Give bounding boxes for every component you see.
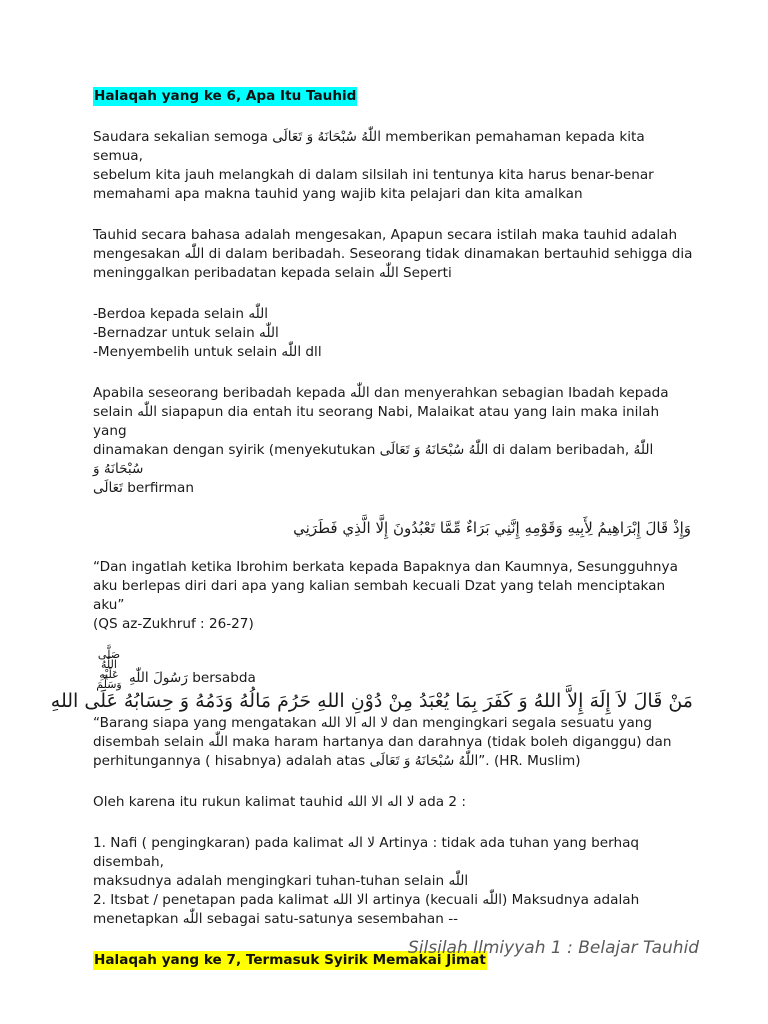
salawat-calligraphy-icon: صَلَّى اللّٰهُ عَلَيْهِ وَسَلَّمَ — [96, 648, 122, 691]
text-line: Saudara sekalian semoga اللّٰهُ سُبْحَانَهُ وَ تَعَالَى memberikan pemahaman kepada kita semua, — [93, 129, 645, 164]
text-line: dinamakan dengan syirik (menyekutukan اللّٰهُ سُبْحَانَهُ وَ تَعَالَى di dalam beribadah, اللّٰهُ سُبْحَانَهُ وَ — [93, 442, 654, 477]
text-line: disembah selain اللّٰه maka haram hartanya dan darahnya (tidak boleh diganggu) dan — [93, 734, 672, 750]
rukun-line: Oleh karena itu rukun kalimat tauhid لا اله الا الله ada 2 : — [93, 794, 466, 810]
list-item: disembah, — [93, 854, 164, 870]
text-line: memahami apa makna tauhid yang wajib kita pelajari dan kita amalkan — [93, 186, 583, 202]
list-item: menetapkan اللّٰه sebagai satu-satunya sesembahan -- — [93, 911, 459, 927]
list-item: 1. Nafi ( pengingkaran) pada kalimat لا اله Artinya : tidak ada tuhan yang berhaq — [93, 835, 640, 851]
text-line: perhitungannya ( hisabnya) adalah atas اللّٰهُ سُبْحَانَهُ وَ تَعَالَى”. (HR. Muslim) — [93, 753, 581, 769]
examples-list — [93, 305, 693, 362]
list-item: maksudnya adalah mengingkari tuhan-tuhan selain اللّٰه — [93, 873, 469, 889]
hadith-arabic: مَنْ قَالَ لاَ إِلَهَ إِلاَّ اللهُ وَ كَفَرَ بِمَا يُعْبَدُ مِنْ دُوْنِ اللهِ حَرُمَ مَالُهُ وَدَمُهُ وَ حِسَابُهُ عَلَى اللهِ — [50, 690, 693, 712]
list-item: -Bernadzar untuk selain اللّٰه — [93, 325, 279, 341]
definition-paragraph — [93, 226, 693, 283]
bersabda-row — [93, 648, 693, 691]
section-heading-halaqah-6: Halaqah yang ke 6, Apa Itu Tauhid — [94, 88, 357, 104]
syirik-paragraph — [93, 384, 693, 498]
text-line: selain اللّٰه siapapun dia entah itu seorang Nabi, Malaikat atau yang lain maka inilah yang — [93, 404, 660, 439]
text-line: meninggalkan peribadatan kepada selain اللّٰه Seperti — [93, 265, 452, 281]
rukun-list — [93, 834, 693, 929]
document-body — [50, 87, 693, 970]
text-line: sebelum kita jauh melangkah di dalam silsilah ini tentunya kita harus benar-benar — [93, 167, 654, 183]
section-heading-halaqah-7: Halaqah yang ke 7, Termasuk Syirik Memakai Jimat — [94, 952, 486, 968]
hadith-translation — [93, 714, 693, 771]
bersabda-text: رَسُولَ اللّٰهِ bersabda — [129, 670, 256, 686]
verse-translation — [93, 558, 693, 634]
text-line: aku berlepas diri dari apa yang kalian sembah kecuali Dzat yang telah menciptakan aku” — [93, 578, 666, 613]
text-line: “Dan ingatlah ketika Ibrohim berkata kepada Bapaknya dan Kaumnya, Sesungguhnya — [93, 559, 678, 575]
text-line: Apabila seseorang beribadah kepada اللّٰه dan menyerahkan sebagian Ibadah kepada — [93, 385, 669, 401]
list-item: -Menyembelih untuk selain اللّٰه dll — [93, 344, 322, 360]
text-line: mengesakan اللّٰه di dalam beribadah. Seseorang tidak dinamakan bertauhid sehigga dia — [93, 246, 693, 262]
text-line: تَعَالَى berfirman — [93, 480, 194, 496]
quran-verse-arabic: وَإِذْ قَالَ إِبْرَاهِيمُ لِأَبِيهِ وَقَوْمِهِ إِنَّنِي بَرَاءٌ مِّمَّا تَعْبُدُونَ إِلَّا الَّذِي فَطَرَنِي — [293, 519, 691, 537]
text-line: Tauhid secara bahasa adalah mengesakan, Apapun secara istilah maka tauhid adalah — [93, 227, 678, 243]
list-item: 2. Itsbat / penetapan pada kalimat الا الله artinya (kecuali اللّٰه) Maksudnya adalah — [93, 892, 640, 908]
text-line: “Barang siapa yang mengatakan لا اله الا الله dan mengingkari segala sesuatu yang — [93, 715, 653, 731]
intro-paragraph — [93, 128, 693, 204]
list-item: -Berdoa kepada selain اللّٰه — [93, 306, 269, 322]
page-footer: Silsilah Ilmiyyah 1 : Belajar Tauhid — [408, 938, 700, 958]
text-line: (QS az-Zukhruf : 26-27) — [93, 616, 254, 632]
